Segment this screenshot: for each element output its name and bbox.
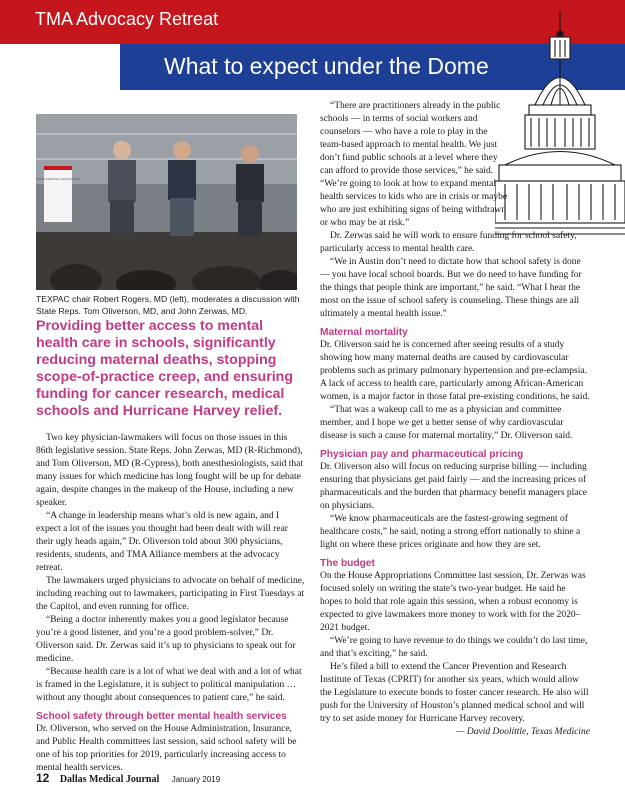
page-footer (36, 769, 220, 787)
paragraph: The lawmakers urged physicians to advocate on behalf of medicine, including reaching out to lawmakers, participating in First Tuesdays at the Capitol, and even running for office. (36, 576, 305, 612)
subhead-physician-pay: Physician pay and pharmaceutical pricing (320, 449, 524, 460)
page-number: 12 (36, 771, 50, 785)
photo-banner-text: TEXAS MEDICAL ASSOCIATION (36, 177, 81, 181)
subhead-budget: The budget (320, 558, 375, 569)
paragraph: “That was a wakeup call to me as a physician and committee member, and I hope we get a better sense of why cardiovascular disease is such a cause for maternal mortality,” Dr. Oliverson said. (320, 405, 573, 441)
photo-caption: TEXPAC chair Robert Rogers, MD (left), moderates a discussion with State Reps. Tom Oliverson, MD, and John Zerwas, MD. (36, 294, 300, 316)
page-title: What to expect under the Dome (164, 53, 489, 79)
paragraph: “We know pharmaceuticals are the fastest-growing segment of healthcare costs,” he said, noting a strong effort nationally to shine a light on where these prices originate and how they are set. (320, 514, 581, 550)
issue-date: January 2019 (171, 775, 221, 784)
paragraph: Dr. Oliverson said he is concerned after seeing results of a study showing how many maternal deaths are caused by cardiovascular problems such as primary pulmonary hypertension and pre-eclampsia. A lack of access to health care, particularly among African-American women, is a major factor in those fatal pre-existing conditions, he said. (320, 340, 590, 402)
paragraph: “We in Austin don’t need to dictate how that school safety is done — you have local school boards. But we do need to have funding for the things that people think are important,” he said. “What I hear the most on the issue of school safety is counseling. These things are all ultimately a mental health issue.” (320, 257, 582, 319)
paragraph: Dr. Oliverson, who served on the House Administration, Insurance, and Public Health committees last session, said school safety will be one of his top priorities for 2019, particularly increasing access to mental health services. (36, 724, 297, 773)
left-column (36, 432, 306, 775)
byline: — David Doolittle, Texas Medicine (456, 727, 590, 737)
journal-name: Dallas Medical Journal (59, 774, 160, 785)
article-headline: Providing better access to mental health care in schools, significantly reducing maternal deaths, stopping scope-of-practice creep, and ensuring funding for cancer research, medical schools and Hurricane Harvey relief. (36, 318, 294, 419)
subhead-maternal-mortality: Maternal mortality (320, 327, 408, 338)
paragraph: “Being a doctor inherently makes you a good legislator because you’re a good listener, and you’re a good problem-solver,” Dr. Oliverson said. Dr. Zerwas said it’s up to physicians to speak out for medicine. (36, 615, 296, 664)
section-label: TMA Advocacy Retreat (35, 9, 219, 29)
right-column (320, 100, 590, 739)
paragraph-intro: Two key physician-lawmakers will focus on those issues in this 86th legislative session. State Reps. John Zerwas, MD (R-Richmond), and Tom Oliverson, MD (R-Cypress), both anesthesiologists, said that many issues for which medicine has long fought will be up for debate again, despite changes in the makeup of the House, including a new speaker. (36, 433, 303, 508)
paragraph: “There are practitioners already in the public schools — in terms of social workers and counselors — who have a role to play in the team-based approach to mental health. We just don’t fund public schools at a level where they can afford to provide those services,” he said. “We’re going to look at how to expand mental health services to kids who are in crisis or maybe who are just exhibiting signs of being withdrawn or who may be at risk.” (320, 101, 508, 228)
paragraph: Dr. Zerwas said he will work to ensure funding for school safety, particularly access to mental health care. (320, 231, 577, 254)
paragraph: On the House Appropriations Committee last session, Dr. Zerwas was focused solely on writing the state’s two-year budget. He said he hopes to hold that role again this session, when a robust economy is expected to give lawmakers more money to work with for the 2020–2021 budget. (320, 571, 586, 633)
paragraph: He’s filed a bill to extend the Cancer Prevention and Research Institute of Texas (CPRIT) for another six years, which would allow the Legislature to execute bonds to foster cancer research. He also will push for the University of Houston’s planned medical school and will try to set aside money for Hurricane Harvey recovery. (320, 662, 589, 724)
paragraph: “Because health care is a lot of what we deal with and a lot of what is framed in the Legislature, it is subject to political manipulation … without any thought about consequences to patient care,” he said. (36, 667, 302, 703)
paragraph: Dr. Oliverson also will focus on reducing surprise billing — including ensuring that physicians get paid fairly — and the increasing prices of pharmaceuticals and the burden that pharmacy benefit managers place on physicians. (320, 462, 587, 511)
subhead-school-safety: School safety through better mental health services (36, 711, 287, 722)
paragraph: “A change in leadership means what’s old is new again, and I expect a lot of the issues you thought had been dealt with will rear their ugly heads again,” Dr. Oliverson told about 300 physicians, residents, students, and TMA Alliance members at the advocacy retreat. (36, 511, 288, 573)
panel-discussion-photo (36, 114, 297, 290)
paragraph: “We’re going to have revenue to do things we couldn’t do last time, and that’s exciting,” he said. (320, 636, 588, 659)
